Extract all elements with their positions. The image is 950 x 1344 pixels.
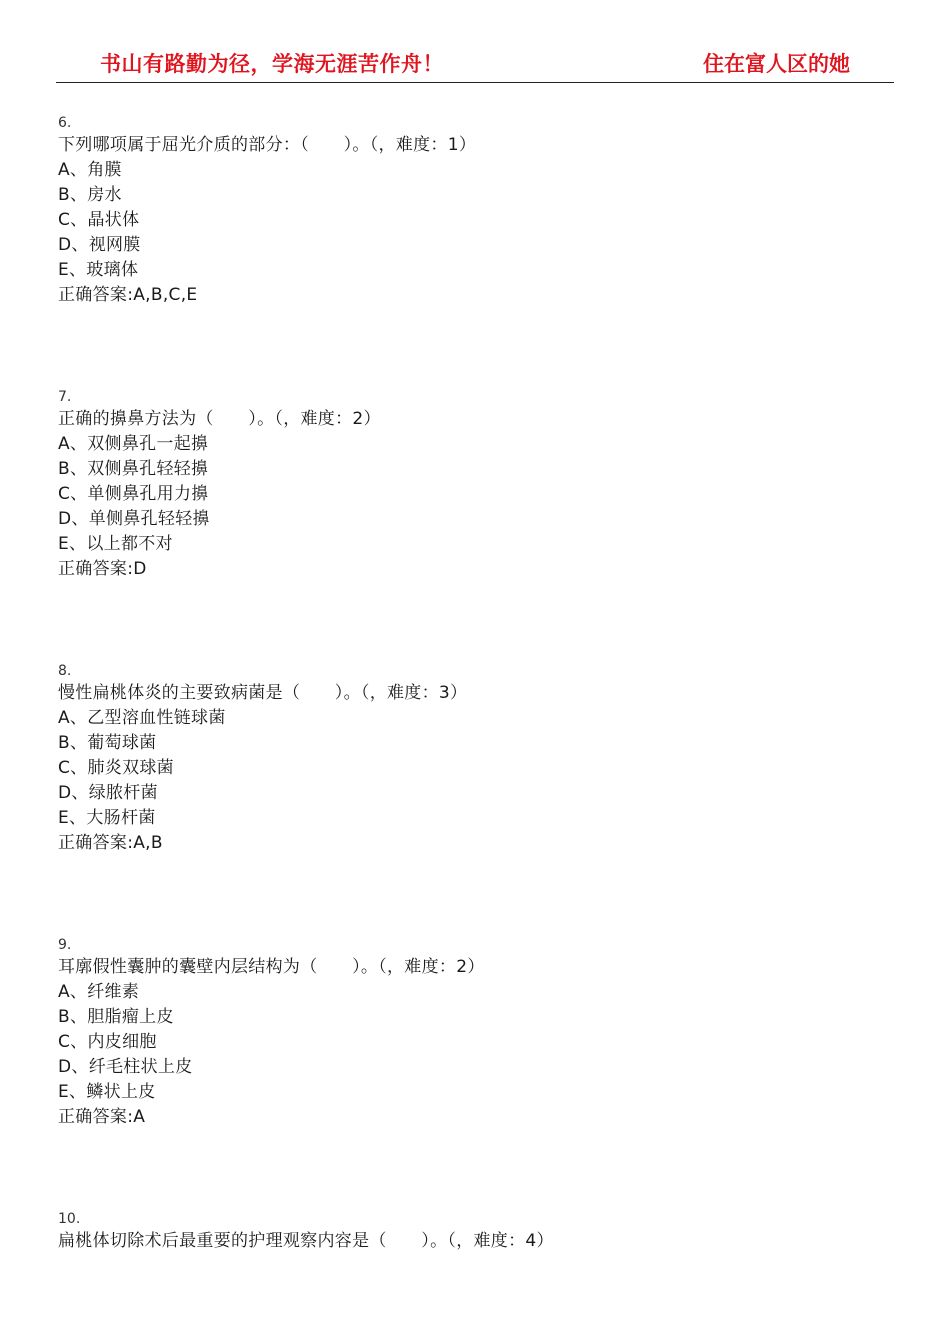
option-d: D、绿脓杆菌	[58, 783, 158, 803]
question-stem: 下列哪项属于屈光介质的部分：（ ）。（，难度：1）	[58, 135, 477, 155]
option-c: C、晶状体	[58, 210, 140, 230]
option-c: C、单侧鼻孔用力擤	[58, 484, 209, 504]
question-number: 10.	[58, 1211, 81, 1227]
page-header	[56, 44, 894, 82]
correct-answer: 正确答案:A,B,C,E	[58, 285, 198, 305]
question-number: 6.	[58, 115, 72, 131]
correct-answer: 正确答案:D	[58, 559, 147, 579]
question-number: 8.	[58, 663, 72, 679]
option-c: C、内皮细胞	[58, 1032, 157, 1052]
option-b: B、葡萄球菌	[58, 733, 157, 753]
option-b: B、房水	[58, 185, 122, 205]
option-e: E、以上都不对	[58, 534, 173, 554]
question-stem: 耳廓假性囊肿的囊壁内层结构为（ ）。（，难度：2）	[58, 957, 485, 977]
question-8	[58, 663, 888, 856]
option-a: A、乙型溶血性链球菌	[58, 708, 226, 728]
question-6	[58, 115, 888, 308]
header-motto: 书山有路勤为径，学海无涯苦作舟！	[100, 51, 444, 76]
option-d: D、单侧鼻孔轻轻擤	[58, 509, 210, 529]
question-number: 9.	[58, 937, 72, 953]
option-a: A、纤维素	[58, 982, 140, 1002]
correct-answer: 正确答案:A	[58, 1107, 146, 1127]
question-10	[58, 1211, 888, 1254]
option-d: D、纤毛柱状上皮	[58, 1057, 193, 1077]
question-stem: 慢性扁桃体炎的主要致病菌是（ ）。（，难度：3）	[58, 683, 468, 703]
question-7	[58, 389, 888, 582]
option-d: D、视网膜	[58, 235, 141, 255]
option-e: E、鳞状上皮	[58, 1082, 156, 1102]
option-a: A、双侧鼻孔一起擤	[58, 434, 209, 454]
option-e: E、玻璃体	[58, 260, 139, 280]
question-9	[58, 937, 888, 1130]
option-b: B、胆脂瘤上皮	[58, 1007, 174, 1027]
question-stem: 正确的擤鼻方法为（ ）。（，难度：2）	[58, 409, 381, 429]
option-e: E、大肠杆菌	[58, 808, 156, 828]
option-c: C、肺炎双球菌	[58, 758, 174, 778]
header-right-text: 住在富人区的她	[703, 51, 850, 76]
header-divider	[56, 82, 894, 83]
question-stem: 扁桃体切除术后最重要的护理观察内容是（ ）。（，难度：4）	[58, 1231, 554, 1251]
option-b: B、双侧鼻孔轻轻擤	[58, 459, 209, 479]
correct-answer: 正确答案:A,B	[58, 833, 163, 853]
option-a: A、角膜	[58, 160, 122, 180]
question-number: 7.	[58, 389, 72, 405]
